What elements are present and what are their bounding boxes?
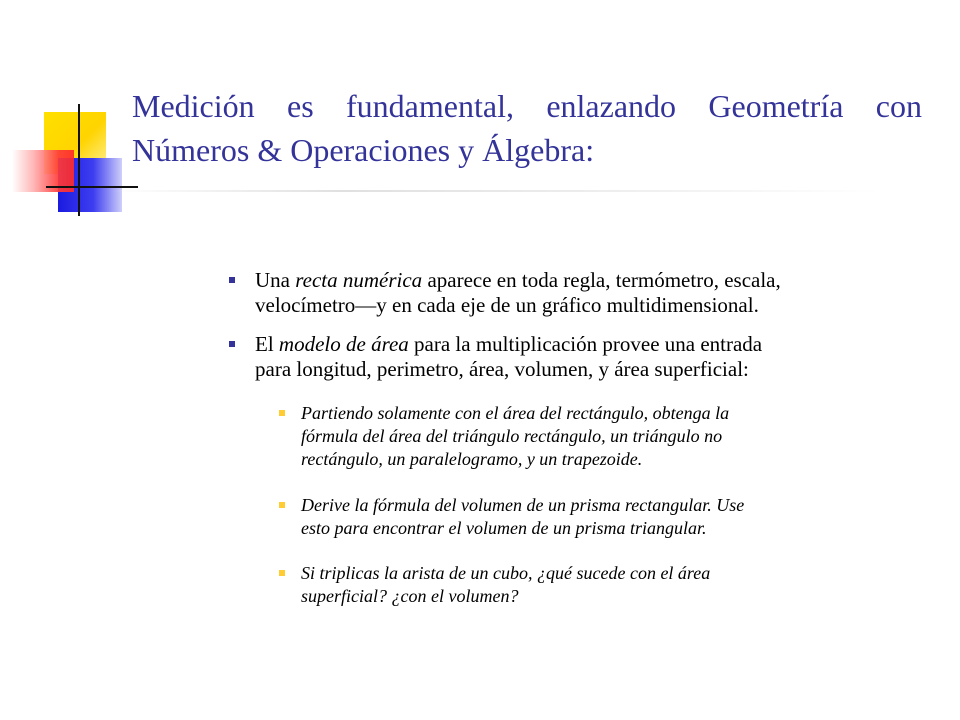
sub-bullet-line: fórmula del área del triángulo rectángulo, un triángulo no bbox=[301, 426, 723, 446]
bullet-text: Una bbox=[255, 268, 296, 292]
bullet-item bbox=[255, 332, 935, 382]
sub-bullet-line: rectángulo, un paralelogramo, y un trapezoide. bbox=[301, 449, 643, 469]
slide-title-line-1: Medición es fundamental, enlazando Geometría con bbox=[132, 88, 922, 124]
bullet-text: El bbox=[255, 332, 279, 356]
sub-bullet-item bbox=[301, 562, 901, 608]
horizontal-line-shape bbox=[46, 186, 138, 188]
sub-bullet-item bbox=[301, 402, 901, 471]
sub-bullet-line: Si triplicas la arista de un cubo, ¿qué sucede con el área bbox=[301, 563, 711, 583]
vertical-line-shape bbox=[78, 104, 80, 216]
sub-bullet-line: Derive la fórmula del volumen de un prisma rectangular. Use bbox=[301, 495, 745, 515]
bullet-marker-icon bbox=[229, 277, 235, 283]
sub-bullet-marker-icon bbox=[279, 502, 285, 508]
slide-title-line-2: Números & Operaciones y Álgebra: bbox=[132, 132, 595, 168]
bullet-item bbox=[255, 268, 935, 318]
sub-bullet-line: superficial? ¿con el volumen? bbox=[301, 586, 519, 606]
bullet-line bbox=[255, 268, 935, 293]
bullet-marker-icon bbox=[229, 341, 235, 347]
bullet-line: velocímetro—y en cada eje de un gráfico multidimensional. bbox=[255, 293, 759, 317]
bullet-text: para la multiplicación provee una entrada bbox=[408, 332, 763, 356]
sub-bullet-item bbox=[301, 494, 901, 540]
sub-bullet-marker-icon bbox=[279, 410, 285, 416]
sub-bullet-line: esto para encontrar el volumen de un prisma triangular. bbox=[301, 518, 707, 538]
bullet-text: aparece en toda regla, termómetro, escala, bbox=[422, 268, 781, 292]
bullet-line bbox=[255, 332, 935, 357]
bullet-emphasis: recta numérica bbox=[295, 268, 423, 292]
decorative-squares-logo bbox=[0, 0, 140, 220]
sub-bullet-marker-icon bbox=[279, 570, 285, 576]
bullet-line: para longitud, perimetro, área, volumen, y área superficial: bbox=[255, 357, 749, 381]
bullet-emphasis: modelo de área bbox=[278, 332, 409, 356]
slide-title bbox=[132, 84, 922, 172]
sub-bullet-line: Partiendo solamente con el área del rectángulo, obtenga la bbox=[301, 403, 730, 423]
title-divider bbox=[110, 190, 880, 192]
